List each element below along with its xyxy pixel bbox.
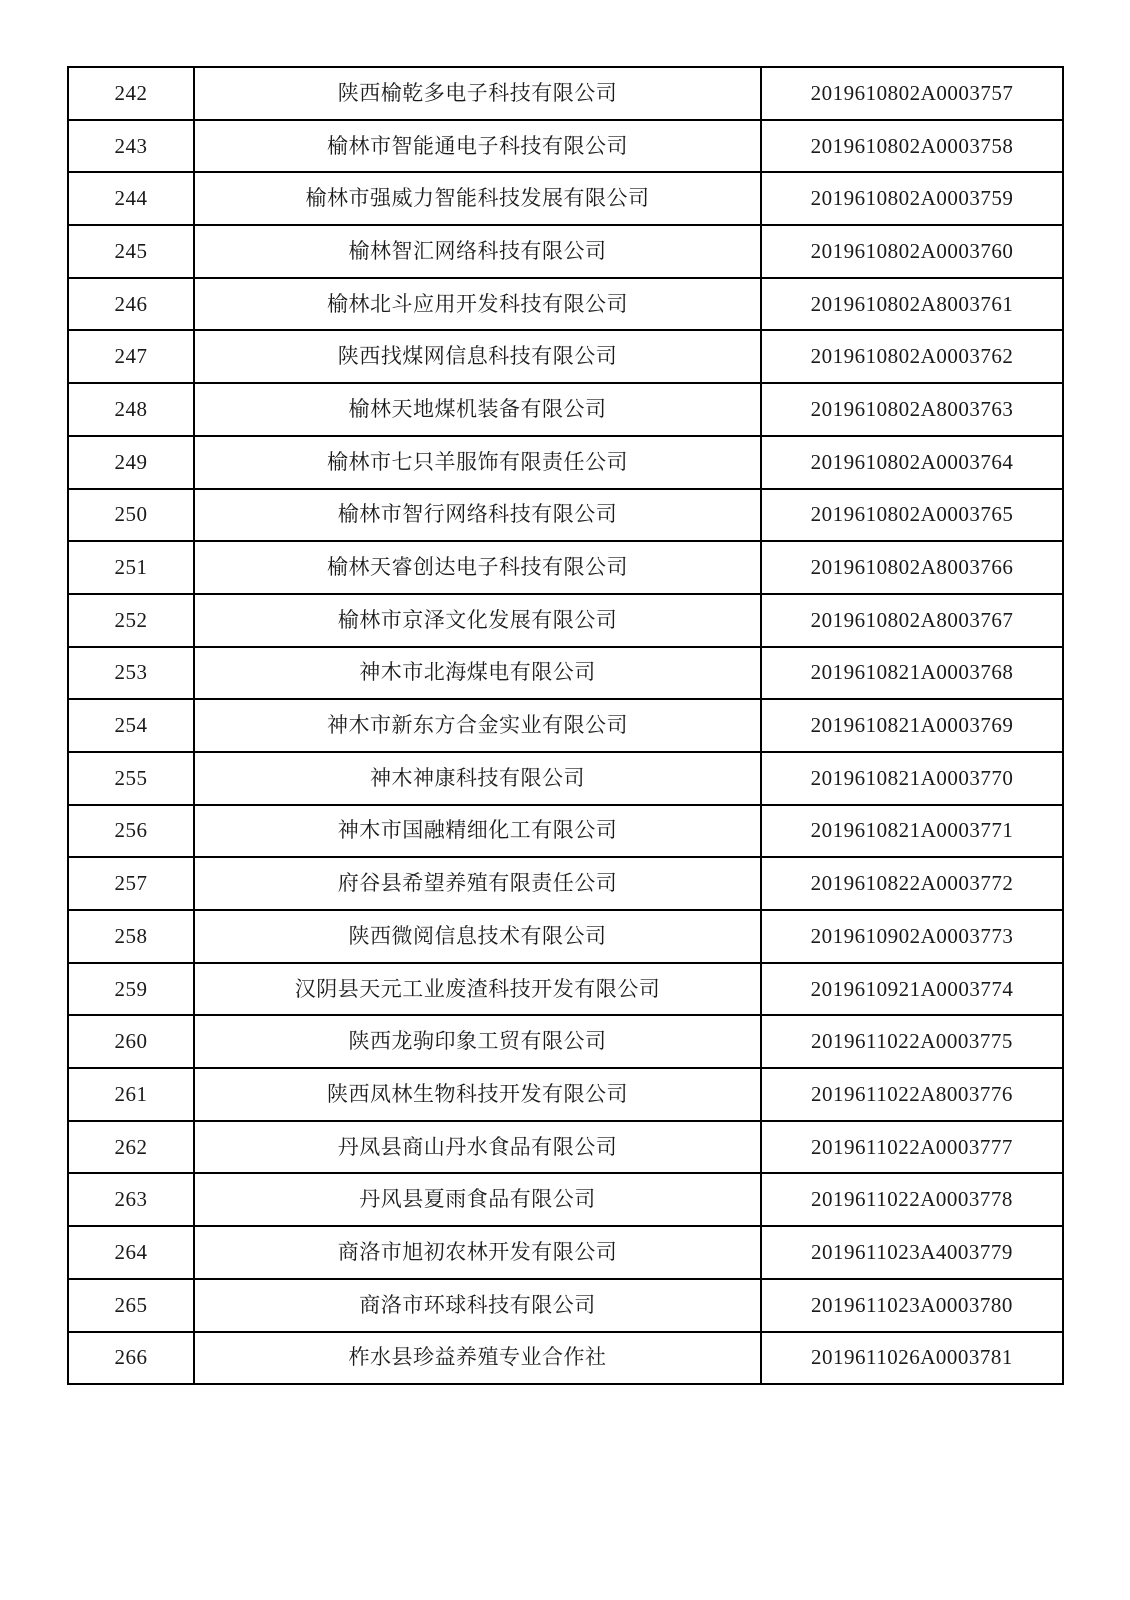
registration-id: 2019610822A0003772 xyxy=(761,857,1063,910)
company-name: 榆林市京泽文化发展有限公司 xyxy=(194,594,761,647)
registration-id: 2019610821A0003770 xyxy=(761,752,1063,805)
row-number: 262 xyxy=(68,1121,194,1174)
company-name: 榆林天地煤机装备有限公司 xyxy=(194,383,761,436)
company-name: 神木神康科技有限公司 xyxy=(194,752,761,805)
table-row xyxy=(68,857,1063,910)
row-number: 244 xyxy=(68,172,194,225)
row-number: 260 xyxy=(68,1015,194,1068)
table-row xyxy=(68,1279,1063,1332)
registration-id: 2019611023A0003780 xyxy=(761,1279,1063,1332)
company-name: 榆林市智能通电子科技有限公司 xyxy=(194,120,761,173)
table-row xyxy=(68,225,1063,278)
registration-id: 2019610821A0003768 xyxy=(761,647,1063,700)
table-body xyxy=(68,67,1063,1384)
company-name: 商洛市旭初农林开发有限公司 xyxy=(194,1226,761,1279)
company-name: 榆林智汇网络科技有限公司 xyxy=(194,225,761,278)
row-number: 265 xyxy=(68,1279,194,1332)
table-row xyxy=(68,330,1063,383)
registration-id: 2019611022A0003777 xyxy=(761,1121,1063,1174)
company-name: 榆林北斗应用开发科技有限公司 xyxy=(194,278,761,331)
table-row xyxy=(68,963,1063,1016)
table-row xyxy=(68,489,1063,542)
table-row xyxy=(68,910,1063,963)
registration-id: 2019611026A0003781 xyxy=(761,1332,1063,1385)
row-number: 249 xyxy=(68,436,194,489)
table-row xyxy=(68,1068,1063,1121)
company-name: 神木市国融精细化工有限公司 xyxy=(194,805,761,858)
table-row xyxy=(68,1226,1063,1279)
registration-id: 2019610802A0003757 xyxy=(761,67,1063,120)
row-number: 256 xyxy=(68,805,194,858)
table-row xyxy=(68,647,1063,700)
registration-id: 2019610802A8003767 xyxy=(761,594,1063,647)
company-name: 陕西榆乾多电子科技有限公司 xyxy=(194,67,761,120)
company-name: 商洛市环球科技有限公司 xyxy=(194,1279,761,1332)
row-number: 245 xyxy=(68,225,194,278)
registration-id: 2019610802A8003766 xyxy=(761,541,1063,594)
row-number: 264 xyxy=(68,1226,194,1279)
table-row xyxy=(68,805,1063,858)
registration-id: 2019610802A0003765 xyxy=(761,489,1063,542)
row-number: 253 xyxy=(68,647,194,700)
row-number: 259 xyxy=(68,963,194,1016)
registration-id: 2019610802A0003762 xyxy=(761,330,1063,383)
row-number: 246 xyxy=(68,278,194,331)
registration-id: 2019610802A0003758 xyxy=(761,120,1063,173)
registration-id: 2019610802A0003759 xyxy=(761,172,1063,225)
company-name: 神木市新东方合金实业有限公司 xyxy=(194,699,761,752)
company-name: 陕西凤林生物科技开发有限公司 xyxy=(194,1068,761,1121)
registration-id: 2019611023A4003779 xyxy=(761,1226,1063,1279)
company-name: 榆林天睿创达电子科技有限公司 xyxy=(194,541,761,594)
company-name: 丹风县夏雨食品有限公司 xyxy=(194,1173,761,1226)
row-number: 250 xyxy=(68,489,194,542)
row-number: 261 xyxy=(68,1068,194,1121)
row-number: 242 xyxy=(68,67,194,120)
row-number: 243 xyxy=(68,120,194,173)
registration-id: 2019611022A0003775 xyxy=(761,1015,1063,1068)
company-name: 丹凤县商山丹水食品有限公司 xyxy=(194,1121,761,1174)
registration-id: 2019611022A0003778 xyxy=(761,1173,1063,1226)
row-number: 252 xyxy=(68,594,194,647)
company-name: 榆林市七只羊服饰有限责任公司 xyxy=(194,436,761,489)
row-number: 258 xyxy=(68,910,194,963)
company-name: 榆林市智行网络科技有限公司 xyxy=(194,489,761,542)
company-name: 陕西微阅信息技术有限公司 xyxy=(194,910,761,963)
row-number: 248 xyxy=(68,383,194,436)
registration-id: 2019610802A0003760 xyxy=(761,225,1063,278)
table-row xyxy=(68,1173,1063,1226)
registration-id: 2019610821A0003769 xyxy=(761,699,1063,752)
table-row xyxy=(68,541,1063,594)
row-number: 251 xyxy=(68,541,194,594)
registration-id: 2019610802A8003763 xyxy=(761,383,1063,436)
table-row xyxy=(68,436,1063,489)
table-row xyxy=(68,120,1063,173)
table-row xyxy=(68,278,1063,331)
table-row xyxy=(68,1121,1063,1174)
row-number: 266 xyxy=(68,1332,194,1385)
registration-id: 2019610902A0003773 xyxy=(761,910,1063,963)
registration-id: 2019610921A0003774 xyxy=(761,963,1063,1016)
row-number: 247 xyxy=(68,330,194,383)
table-row xyxy=(68,594,1063,647)
table-row xyxy=(68,1332,1063,1385)
company-name: 神木市北海煤电有限公司 xyxy=(194,647,761,700)
company-name: 府谷县希望养殖有限责任公司 xyxy=(194,857,761,910)
registration-id: 2019610802A8003761 xyxy=(761,278,1063,331)
registration-id: 2019611022A8003776 xyxy=(761,1068,1063,1121)
table-row xyxy=(68,752,1063,805)
company-name: 柞水县珍益养殖专业合作社 xyxy=(194,1332,761,1385)
registration-id: 2019610821A0003771 xyxy=(761,805,1063,858)
table-row xyxy=(68,172,1063,225)
company-registration-table xyxy=(67,66,1064,1385)
table-row xyxy=(68,699,1063,752)
company-name: 陕西找煤网信息科技有限公司 xyxy=(194,330,761,383)
company-name: 榆林市强威力智能科技发展有限公司 xyxy=(194,172,761,225)
company-name: 陕西龙驹印象工贸有限公司 xyxy=(194,1015,761,1068)
table-row xyxy=(68,1015,1063,1068)
row-number: 257 xyxy=(68,857,194,910)
row-number: 263 xyxy=(68,1173,194,1226)
registration-id: 2019610802A0003764 xyxy=(761,436,1063,489)
company-name: 汉阴县天元工业废渣科技开发有限公司 xyxy=(194,963,761,1016)
row-number: 254 xyxy=(68,699,194,752)
table-row xyxy=(68,383,1063,436)
row-number: 255 xyxy=(68,752,194,805)
table-row xyxy=(68,67,1063,120)
